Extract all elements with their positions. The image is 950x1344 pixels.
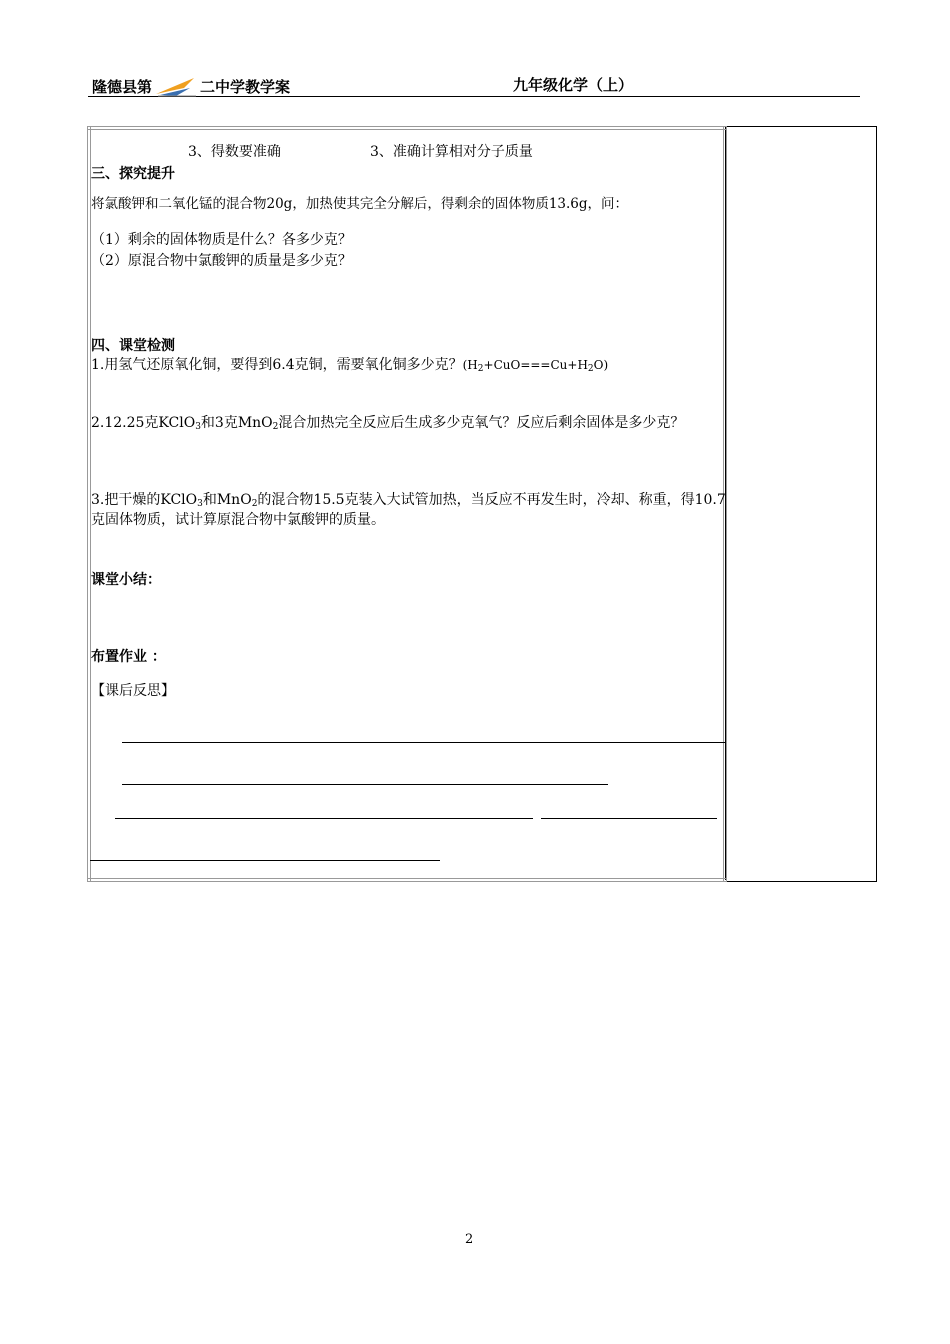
review-item-a: 3、得数要准确 [188,144,281,160]
reflection-line-1[interactable] [122,742,726,743]
summary-label: 课堂小结： [91,572,161,588]
school-title-part1: 隆德县第 [92,77,153,96]
page-number: 2 [465,1232,474,1247]
cell-border [87,126,727,130]
school-logo-icon [154,74,198,98]
cell-border [87,878,727,882]
course-title: 九年级化学（上） [513,76,634,94]
test-heading: 四、课堂检测 [91,338,175,354]
reflection-line-2[interactable] [122,784,608,785]
school-title-part2: 二中学教学案 [200,77,291,96]
review-item-b: 3、准确计算相对分子质量 [370,144,533,160]
explore-question-2: （2）原混合物中氯酸钾的质量是多少克？ [91,253,352,269]
test-question-1: 1.用氢气还原氧化铜，要得到6.4克铜，需要氧化铜多少克？$(H_2+CuO===Cu+H_2O)$ [91,357,609,374]
page-header [88,60,860,97]
school-title [92,74,290,98]
explore-heading: 三、探究提升 [91,166,175,182]
test-question-3: 3.把干燥的KClO$_3$和MnO$_2$的混合物15.5克装入大试管加热，当反应不再发生时，冷却、称重，得10.7克固体物质，试计算原混合物中氯酸钾的质量。 [91,492,726,528]
reflection-line-5[interactable] [90,860,440,861]
reflection-line-3[interactable] [115,818,533,819]
homework-label: 布置作业 ： [91,649,166,665]
reflection-label: 【课后反思】 [91,683,175,699]
test-question-2: 2.12.25克KClO$_3$和3克MnO$_2$混合加热完全反应后生成多少克氧气？反应后剩余固体是多少克？ [91,415,685,432]
reflection-line-4[interactable] [541,818,717,819]
explore-problem: 将氯酸钾和二氧化锰的混合物20g，加热使其完全分解后，得剩余的固体物质13.6g，问： [91,196,629,212]
explore-question-1: （1）剩余的固体物质是什么？各多少克？ [91,232,352,248]
